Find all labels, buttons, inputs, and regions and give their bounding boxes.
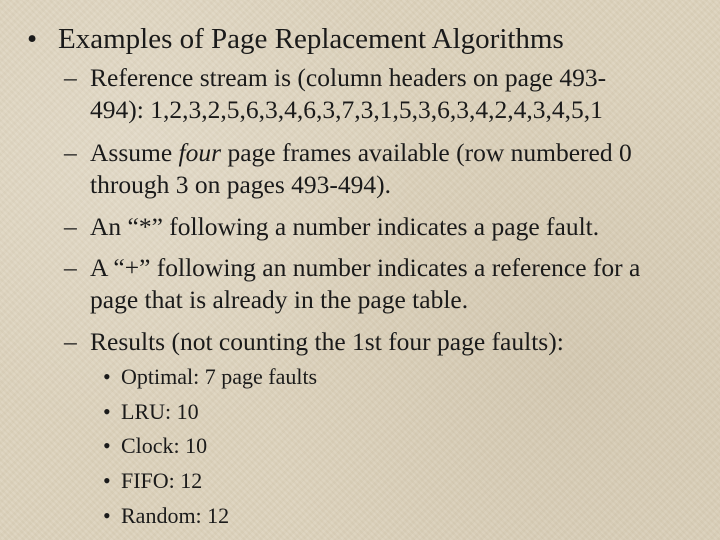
result-bullet: • [103, 468, 111, 493]
item-page-fault-note: An “*” following a number indicates a page fault. [90, 212, 600, 241]
result-bullet: • [103, 503, 111, 528]
dash-marker: – [64, 63, 77, 92]
result-fifo: FIFO: 12 [121, 468, 203, 493]
item-results-heading: Results (not counting the 1st four page faults): [90, 327, 564, 356]
title-bullet: • [27, 23, 38, 55]
item-page-table-note-line1: A “+” following an number indicates a reference for a [90, 253, 641, 282]
result-bullet: • [103, 433, 111, 458]
result-clock: Clock: 10 [121, 433, 208, 458]
item-page-frames-line2: through 3 on pages 493-494). [90, 170, 391, 199]
result-lru: LRU: 10 [121, 399, 199, 424]
item-page-table-note-line2: page that is already in the page table. [90, 285, 469, 314]
item-reference-stream-line1: Reference stream is (column headers on page 493- [90, 63, 607, 92]
dash-marker: – [64, 212, 77, 241]
slide-title: Examples of Page Replacement Algorithms [58, 23, 564, 55]
item-page-frames-pre: Assume [90, 138, 179, 167]
result-optimal: Optimal: 7 page faults [121, 364, 318, 389]
result-random: Random: 12 [121, 503, 230, 528]
item-page-frames-post: page frames available (row numbered 0 [221, 138, 632, 167]
dash-marker: – [64, 138, 77, 167]
dash-marker: – [64, 327, 77, 356]
item-page-frames-emphasis: four [178, 138, 222, 167]
item-page-frames-line1 [90, 137, 632, 169]
dash-marker: – [64, 253, 77, 282]
result-bullet: • [103, 364, 111, 389]
item-reference-stream-line2: 494): 1,2,3,2,5,6,3,4,6,3,7,3,1,5,3,6,3,4,2,4,3,4,5,1 [90, 95, 603, 124]
result-bullet: • [103, 399, 111, 424]
